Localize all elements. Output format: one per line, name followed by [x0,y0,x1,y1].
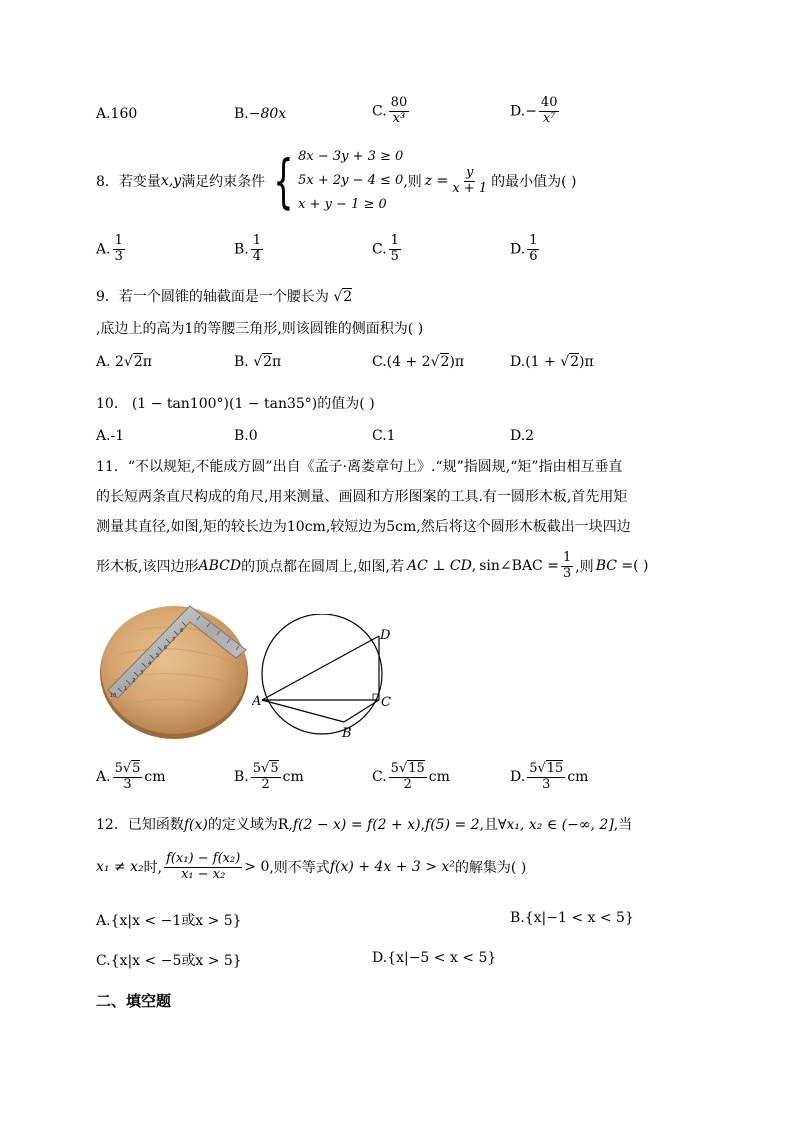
q11-cond1: AC ⊥ CD [406,558,472,575]
q8-brace-icon: { [273,147,294,215]
q8-option-b-num: 1 [252,233,262,248]
q11-option-d-root: 15 [546,761,564,776]
q8-prefix: 8．若变量 [96,174,161,190]
q9-line1-text: 9．若一个圆锥的轴截面是一个腰长为 [96,289,329,305]
q11-option-c: C. $\frac{5√15}{2}$ cm [372,761,450,792]
segment-ad [262,636,379,700]
q8-option-d-den: 6 [529,248,538,264]
q8-option-b-den: 4 [252,248,262,264]
q8-option-d-num: 1 [529,233,538,248]
q12-line2c: 的解集为( ) [454,860,527,877]
q11-cond2: sin∠BAC = [479,558,559,575]
q12-line1a: 12．已知函数 [96,817,184,833]
q12-line1b: 的定义域为R, [207,817,293,833]
q11-option-b-label: B. [234,769,249,786]
q9-line2: ,底边上的高为1的等腰三角形,则该圆锥的侧面积为( ) [96,321,424,337]
q7-option-b-label: B. [234,106,249,122]
q9-option-b-root: 2 [263,354,273,370]
ruler-tick-label: 4 [148,661,152,667]
q7-option-d-label: D. [510,103,526,120]
q10-suffix: 的值为( ) [317,396,375,412]
q10-option-b: B.0 [234,428,258,444]
q12-option-a: A.{x|x < −1或x > 5} [96,913,242,929]
q11-option-d-coef: 5 [529,761,538,776]
q12-option-b: B.{x|−1 < x < 5} [510,910,634,926]
q9-option-c-pre: (4 + 2 [386,354,431,370]
q11-abcd: ABCD [198,558,242,575]
q8-constraint-3: x + y − 1 ≥ 0 [298,197,387,212]
q11-line2: 的长短两条直尺构成的角尺,用来测量、画圆和方形图案的工具.有一圆形木板,首先用矩 [96,489,628,505]
q9-option-a: A. 2√2π [96,354,152,370]
q9-option-b: B. √2π [234,354,282,370]
q7-option-a: A.160 [96,106,138,122]
q9-option-a-pre: 2 [115,354,124,370]
q9-option-d: D.(1 + √2)π [510,354,594,370]
ruler-tick-label: 10 [110,693,117,699]
q12-frac-den: x₁ − x₂ [181,866,226,882]
ruler-tick-label: 5 [156,653,160,659]
q11-option-b-unit: cm [282,769,304,786]
q9-root: 2 [343,289,353,305]
q8-option-c-den: 5 [390,248,399,264]
q11-cond2-frac [561,551,573,582]
q11-option-b-root: 5 [270,761,279,776]
q8-option-b-label: B. [234,241,249,258]
q12-neq: x₁ ≠ x₂ [96,859,144,876]
q11-line1: 11．“不以规矩,不能成方圆”出自《孟子·离娄章句上》.“规”指圆规,“矩”指由相互垂直 [96,459,623,475]
q12-line1 [96,814,632,834]
q10-stem [96,393,375,413]
q12-line2a: 时, [143,860,163,877]
q12-line1d: ,当 [613,817,633,833]
q12-line2b: ,则不等式 [269,860,330,877]
q8-option-b [234,234,265,265]
q11-option-c-unit: cm [428,769,450,786]
q8-suffix: 的最小值为( ) [491,174,577,190]
q11-line3: 测量其直径,如图,矩的较长边为10cm,较短边为5cm,然后将这个圆形木板截出一块四边 [96,519,631,535]
q11-line4 [96,551,649,582]
q10-num: 10． [96,396,128,412]
q9-option-b-post: π [272,354,282,370]
q9-line1: 9．若一个圆锥的轴截面是一个腰长为 √2 [96,289,353,305]
q11-option-a: A. $\frac{5√5}{3}$ cm [96,761,166,792]
q8-option-a-den: 3 [114,248,123,264]
q8-option-a-num: 1 [114,233,123,248]
q11-option-c-coef: 5 [390,761,399,776]
q12-line2 [96,852,526,883]
q12-gt: > 0 [244,859,270,876]
ruler-tick-label: 1 [124,686,128,692]
q9-option-b-label: B. [234,354,249,370]
q12-line1c: ,且 [479,817,499,833]
q11-option-c-root: 15 [408,761,425,776]
q8-option-d [510,234,541,265]
point-c-label: C [381,695,391,710]
q8-option-a-label: A. [96,241,111,258]
q8-option-c-num: 1 [390,233,399,248]
ruler-tick-label: 7 [172,637,176,643]
q7-option-b [234,106,286,122]
q11-option-a-coef: 5 [114,761,123,776]
q8-option-d-label: D. [510,241,526,258]
q8-constraint-2: 5x + 2y − 4 ≤ 0 [298,173,404,188]
q11-option-b: B. $\frac{5√5}{2}$ cm [234,761,304,792]
q7-option-d-frac [539,96,560,127]
q8-constraints [265,145,403,217]
q10-expr: (1 − tan100°)(1 − tan35°) [131,396,318,412]
q11-tail: ( ) [633,558,649,575]
q8-z-frac [450,166,489,197]
q12-ineq: f(x) + 4x + 3 > x² [329,859,455,876]
q12-comma: , [420,817,426,833]
point-a-label: A [252,694,262,709]
q8-z-den: x + 1 [452,180,488,196]
q7-option-d-num: 40 [540,95,558,110]
q11-option-b-den: 2 [261,776,270,792]
q11-comma: , [471,558,477,575]
ruler-tick-label: 8 [180,628,184,634]
q12-eq1: f(2 − x) = f(2 + x) [292,817,421,833]
q11-option-c-label: C. [372,769,387,786]
q11-option-a-unit: cm [144,769,166,786]
q11-option-c-den: 2 [403,776,412,792]
q7-option-d-den: x⁷ [542,110,556,126]
q11-line4b: 的顶点都在圆周上,如图,若 [241,559,404,576]
q12-frac-num: f(x₁) − f(x₂) [166,851,241,866]
q9-option-d-label: D. [510,354,526,370]
q7-option-c-num: 80 [390,95,408,110]
q8-stem [96,145,576,217]
q7-option-b-expr: −80x [248,106,287,122]
point-d-label: D [380,628,391,643]
q9-option-a-root: 2 [133,354,143,370]
q9-option-d-pre: (1 + [525,354,561,370]
q11-option-d-label: D. [510,769,526,786]
q8-mid: 满足约束条件 [181,174,266,190]
q12-option-c: C.{x|x < −5或x > 5} [96,953,242,969]
q11-option-a-root: 5 [132,761,141,776]
q7-option-c-frac [389,96,410,127]
q12-option-d: D.{x|−5 < x < 5} [372,950,497,966]
q9-option-d-root: 2 [570,354,580,370]
q7-option-c-den: x³ [392,110,406,126]
section-2-title: 二、填空题 [96,992,172,1010]
q12-eq2: f(5) = 2 [425,817,480,833]
q11-option-d: D. $\frac{5√15}{3}$ cm [510,761,589,792]
q11-option-a-den: 3 [123,776,132,792]
q8-z: z = [424,173,449,189]
q11-option-d-den: 3 [542,776,551,792]
point-b-label: B [342,726,352,741]
q7-option-c [372,96,411,127]
q10-option-c: C.1 [372,428,396,444]
q9-option-c: C.(4 + 2√2)π [372,354,465,370]
q11-cond2-num: 1 [562,550,572,565]
q9-option-c-label: C. [372,354,387,370]
q7-option-d-sign: − [525,103,537,120]
q10-option-a: A.-1 [96,428,125,444]
q11-line4a: 形木板,该四边形 [96,559,199,576]
q8-option-c-label: C. [372,241,387,258]
q11-line4c: ,则 [575,559,594,576]
q8-option-a [96,234,127,265]
ruler-tick-label: 2 [132,678,136,684]
q9-option-d-post: )π [579,354,594,370]
q11-option-d-unit: cm [567,769,589,786]
q9-option-a-label: A. [96,354,111,370]
q11-option-b-coef: 5 [252,761,262,776]
wooden-board-photo [98,600,250,742]
q12-cond: ∀x₁, x₂ ∈ (−∞, 2] [498,817,614,833]
q9-option-c-post: )π [449,354,465,370]
circle-abcd-diagram [252,614,402,744]
q9-option-a-post: π [142,354,152,370]
q8-constraint-1: 8x − 3y + 3 ≥ 0 [298,149,404,164]
ruler-tick-label: 3 [140,670,144,676]
q9-option-c-root: 2 [440,354,450,370]
q12-frac [164,852,242,883]
q11-bc: BC = [595,558,634,575]
q8-vars: x,y [160,173,182,189]
q12-fx: f(x) [183,817,208,833]
q10-option-d: D.2 [510,428,535,444]
q8-option-c [372,234,403,265]
q8-then: ,则 [403,174,422,190]
q11-cond2-den: 3 [562,565,572,581]
q11-option-a-label: A. [96,769,111,786]
q7-option-d [510,96,561,127]
q7-option-c-label: C. [372,103,387,120]
q8-z-num: y [466,164,474,180]
ruler-tick-label: 6 [164,645,168,651]
